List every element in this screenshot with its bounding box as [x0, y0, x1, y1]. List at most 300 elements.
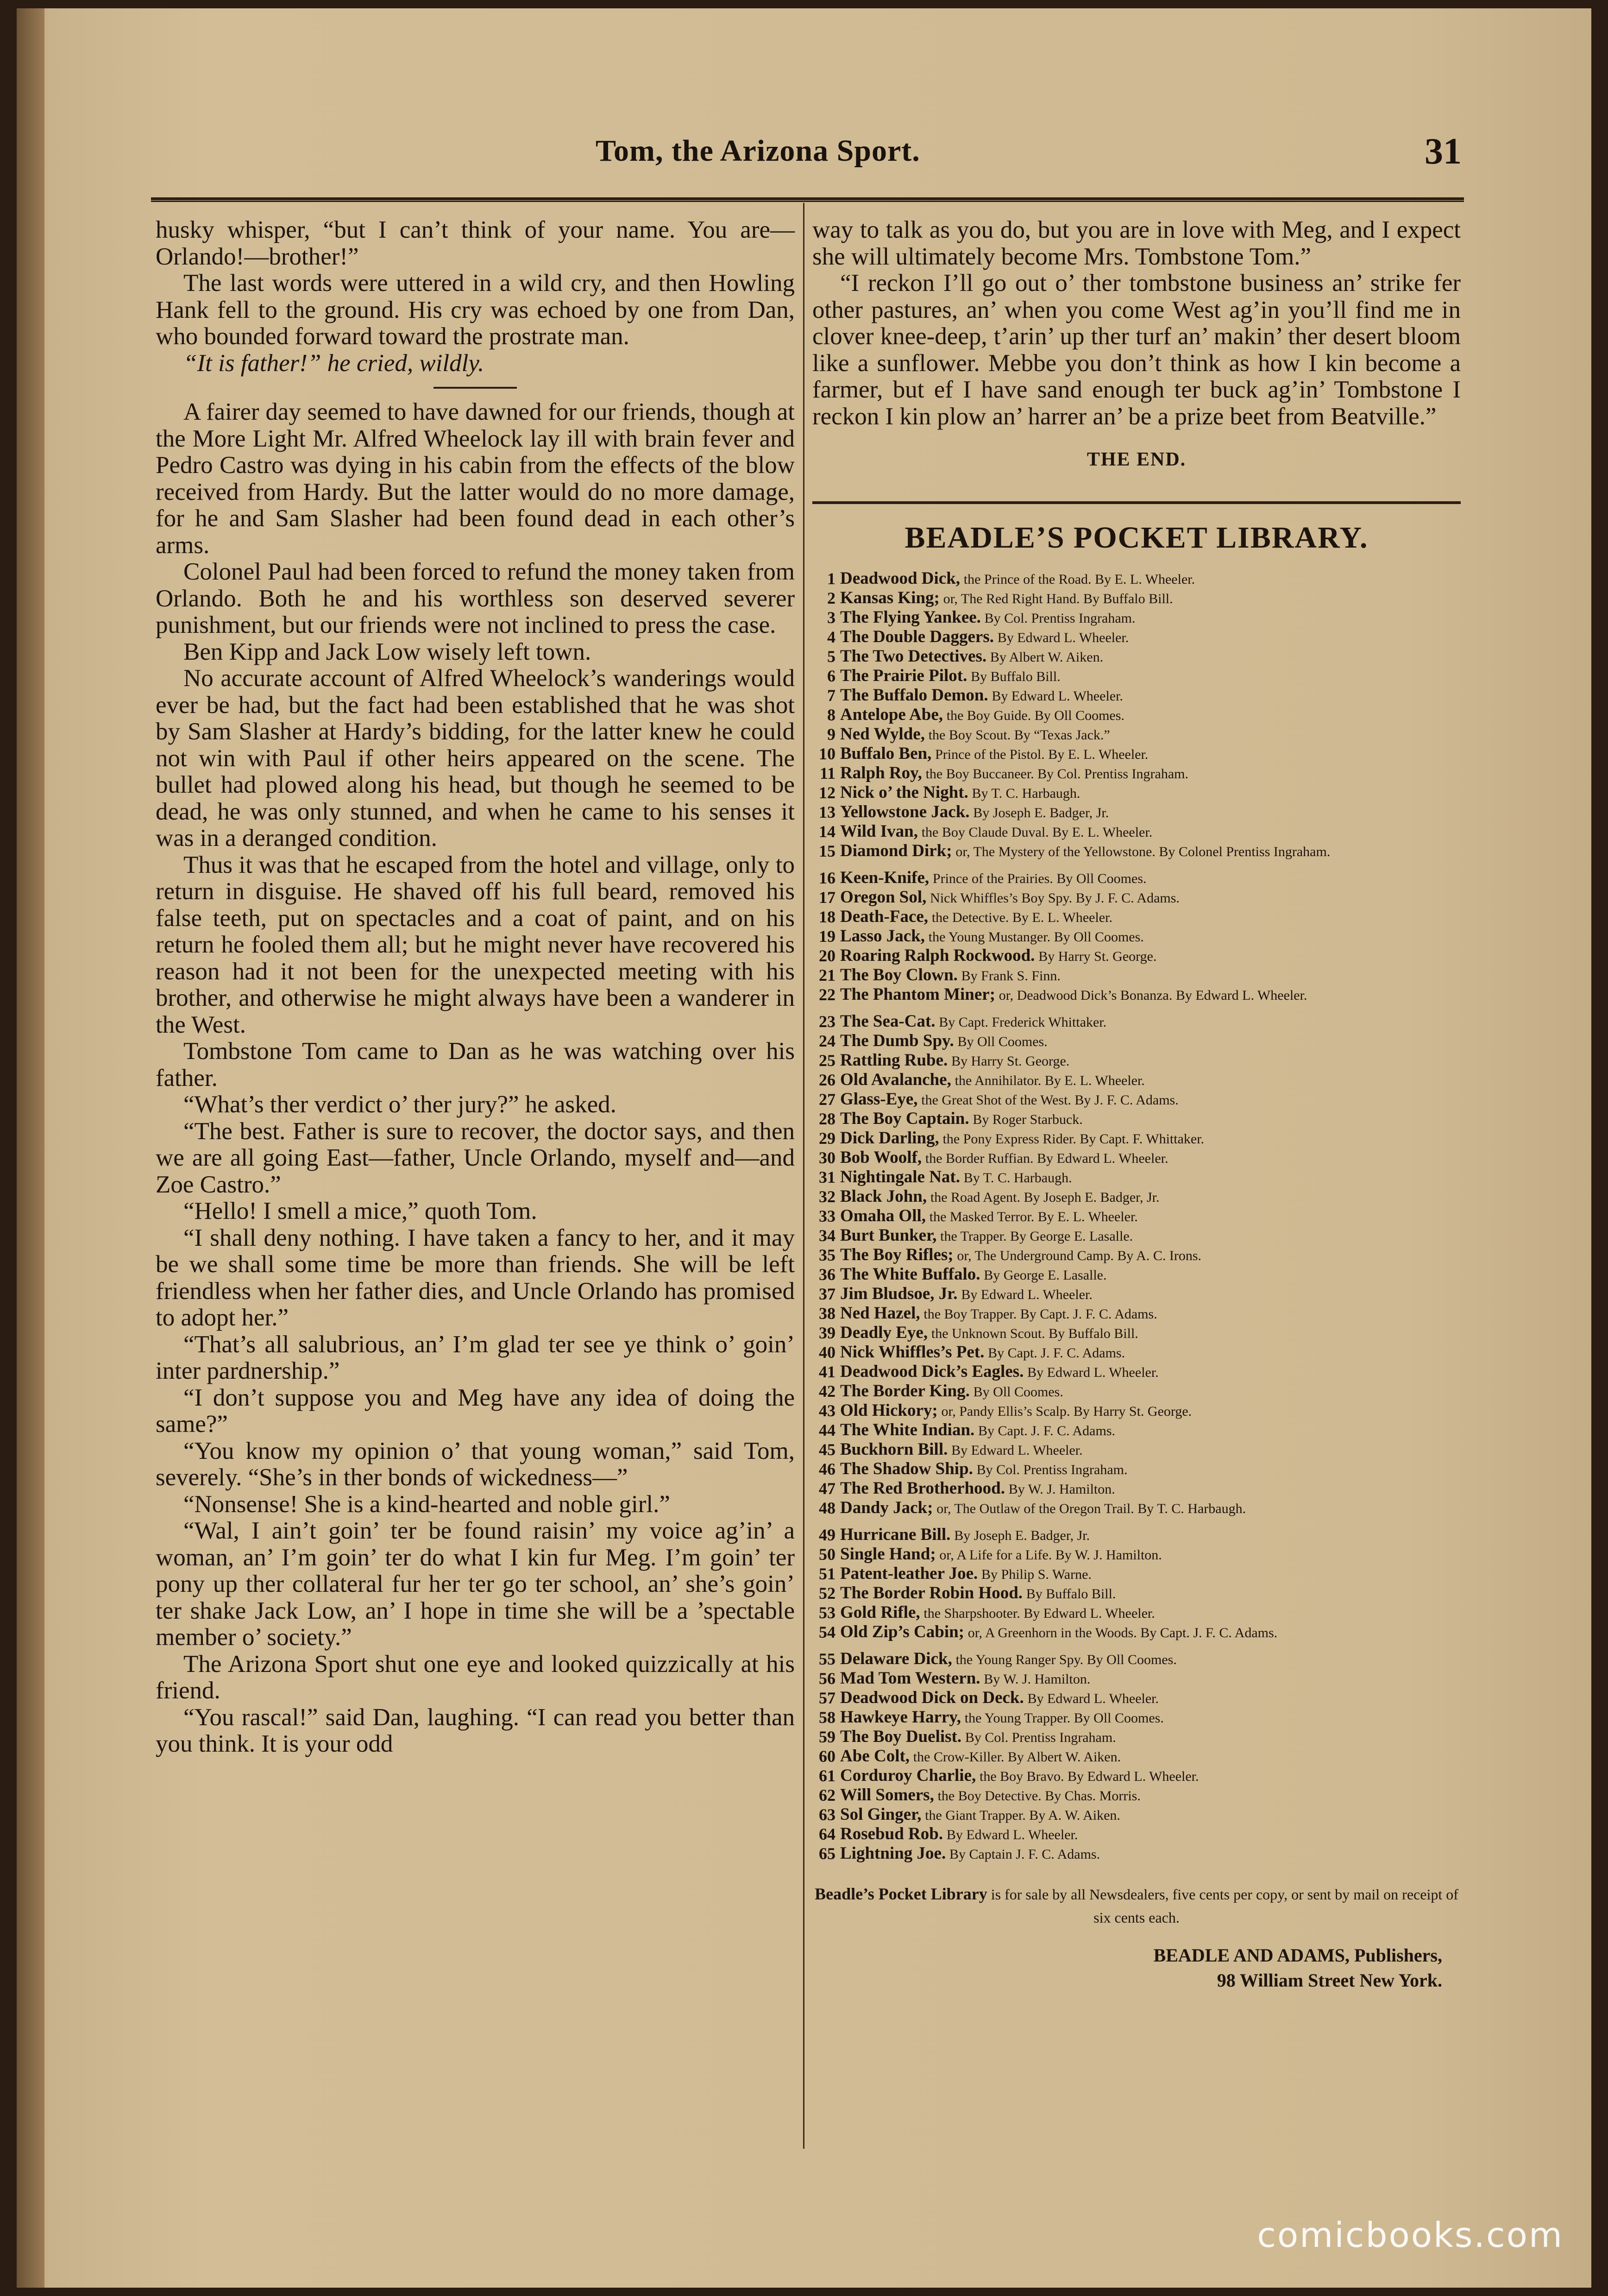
library-item-number: 42 — [819, 1382, 835, 1400]
library-item-title: Burt Bunker, — [840, 1226, 937, 1245]
library-item-title: Omaha Oll, — [840, 1207, 926, 1225]
paragraph: The Arizona Sport shut one eye and looked quizzically at his friend. — [156, 1650, 795, 1704]
library-item-number: 55 — [819, 1650, 835, 1668]
library-item — [812, 985, 1461, 1005]
page-number: 31 — [1425, 131, 1462, 172]
library-item-number: 61 — [819, 1766, 835, 1785]
library-item-title: The Red Brotherhood. — [840, 1479, 1005, 1498]
library-item-author: By Edward L. Wheeler. — [992, 688, 1123, 704]
publisher-address: 98 William Street New York. — [1217, 1970, 1442, 1991]
library-item-number: 54 — [819, 1623, 835, 1641]
library-item-number: 25 — [819, 1051, 835, 1070]
library-item-title: Ned Wylde, — [840, 725, 925, 744]
library-item — [812, 927, 1461, 946]
library-item-title: The Boy Clown. — [840, 966, 958, 984]
paragraph: “Nonsense! She is a kind-hearted and noble girl.” — [183, 1490, 670, 1518]
library-item-title: Hawkeye Harry, — [840, 1708, 961, 1727]
library-item-author: the Boy Bravo. By Edward L. Wheeler. — [980, 1769, 1199, 1784]
library-item — [812, 1623, 1461, 1642]
library-item-author: By Roger Starbuck. — [973, 1112, 1083, 1127]
library-item-number: 58 — [819, 1708, 835, 1727]
library-item-title: The Two Detectives. — [840, 647, 987, 666]
library-item — [812, 1343, 1461, 1362]
library-item-title: Lightning Joe. — [840, 1844, 946, 1863]
library-item — [812, 1479, 1461, 1499]
paragraph: A fairer day seemed to have dawned for our friends, though at the More Light Mr. Alfred Wheelock lay ill with brain fever and Pedro Castro was dying in his cabin from the effects of the blow received from Hardy. But the latter would do no more damage, for he and Sam Slasher had been found dead in each other’s arms. — [156, 398, 795, 559]
library-item — [812, 822, 1461, 842]
library-item — [812, 946, 1461, 966]
library-item-number: 9 — [827, 725, 835, 744]
library-item — [812, 1148, 1461, 1168]
library-item-number: 65 — [819, 1844, 835, 1863]
paragraph: “The best. Father is sure to recover, the doctor says, and then we are all going East—father, Uncle Orlando, myself and—and Zoe Castro.” — [156, 1117, 795, 1198]
library-item-author: the Trapper. By George E. Lasalle. — [940, 1229, 1133, 1244]
paragraph: “It is father!” he cried, wildly. — [183, 349, 484, 377]
library-item-number: 47 — [819, 1479, 835, 1498]
library-footer-name: Beadle’s Pocket Library — [815, 1885, 987, 1903]
library-item — [812, 966, 1461, 985]
library-item-author: By Harry St. George. — [1038, 949, 1157, 964]
library-item-number: 30 — [819, 1148, 835, 1167]
library-item-number: 6 — [827, 667, 835, 685]
library-item-title: Dick Darling, — [840, 1129, 939, 1148]
library-item-title: Gold Rifle, — [840, 1603, 920, 1622]
library-item-number: 13 — [819, 803, 835, 821]
library-title: BEADLE’S POCKET LIBRARY. — [904, 520, 1369, 555]
page-binding — [17, 8, 44, 2288]
library-item-number: 34 — [819, 1226, 835, 1245]
library-item-title: Old Hickory; — [840, 1401, 938, 1420]
library-item — [812, 1090, 1461, 1110]
library-item-author: the Boy Guide. By Oll Coomes. — [946, 708, 1124, 723]
paragraph: “You rascal!” said Dan, laughing. “I can read you better than you think. It is your odd — [156, 1703, 795, 1757]
library-item-title: Nick o’ the Night. — [840, 783, 968, 802]
library-item-title: Ned Hazel, — [840, 1304, 920, 1323]
library-item-author: By Albert W. Aiken. — [990, 650, 1104, 665]
library-item-title: Old Zip’s Cabin; — [840, 1623, 964, 1641]
library-item-number: 46 — [819, 1460, 835, 1478]
library-item-title: Buckhorn Bill. — [840, 1440, 948, 1459]
paragraph: Tombstone Tom came to Dan as he was watching over his father. — [156, 1038, 795, 1091]
library-item-number: 5 — [827, 647, 835, 666]
paragraph: The last words were uttered in a wild cry, and then Howling Hank fell to the ground. His cry was echoed by one from Dan, who bounded forward toward the prostrate man. — [156, 270, 795, 350]
library-item-author: Nick Whiffles’s Boy Spy. By J. F. C. Adams. — [930, 890, 1180, 906]
library-item-author: By Edward L. Wheeler. — [1027, 1365, 1159, 1380]
library-item-title: Rosebud Rob. — [840, 1825, 943, 1843]
watermark: comicbooks.com — [1257, 2215, 1564, 2255]
library-item-number: 23 — [819, 1012, 835, 1031]
library-item — [812, 1526, 1461, 1545]
library-item-title: Single Hand; — [840, 1545, 936, 1564]
library-item-title: Bob Woolf, — [840, 1148, 922, 1167]
paragraph: “I shall deny nothing. I have taken a fancy to her, and it may be we shall some time be more than friends. She will be left friendless when her father dies, and Uncle Orlando has promised to adopt her.” — [156, 1224, 795, 1331]
paragraph: Ben Kipp and Jack Low wisely left town. — [183, 638, 591, 665]
library-item-author: By Captain J. F. C. Adams. — [949, 1847, 1100, 1862]
library-item-title: Death-Face, — [840, 908, 929, 926]
library-item-author: By Col. Prentiss Ingraham. — [984, 611, 1136, 626]
header-rule — [151, 197, 1464, 202]
library-item-author: the Boy Scout. By “Texas Jack.” — [928, 727, 1110, 743]
library-item — [812, 725, 1461, 744]
library-item — [812, 686, 1461, 706]
library-item-number: 18 — [819, 908, 835, 926]
library-item-author: By T. C. Harbaugh. — [972, 786, 1080, 801]
section-rule — [433, 387, 517, 389]
library-item-author: the Detective. By E. L. Wheeler. — [931, 910, 1112, 925]
library-item-number: 38 — [819, 1304, 835, 1323]
library-item-title: Diamond Dirk; — [840, 842, 952, 860]
library-item-title: Roaring Ralph Rockwood. — [840, 946, 1035, 965]
library-item-number: 56 — [819, 1669, 835, 1688]
library-item-number: 45 — [819, 1440, 835, 1459]
library-item-author: the Crow-Killer. By Albert W. Aiken. — [913, 1749, 1121, 1765]
library-item — [812, 888, 1461, 908]
right-column — [812, 217, 1461, 1993]
library-item-title: Rattling Rube. — [840, 1051, 948, 1070]
library-item-title: Hurricane Bill. — [840, 1526, 951, 1544]
library-item-author: the Great Shot of the West. By J. F. C. Adams. — [921, 1092, 1179, 1108]
library-item-author: By George E. Lasalle. — [984, 1268, 1107, 1283]
library-item-author: By Edward L. Wheeler. — [951, 1443, 1083, 1458]
library-item-number: 32 — [819, 1187, 835, 1206]
library-item-title: The Border King. — [840, 1382, 970, 1400]
library-item — [812, 842, 1461, 861]
library-item — [812, 569, 1461, 589]
library-item-title: Deadwood Dick on Deck. — [840, 1689, 1024, 1707]
library-item — [812, 647, 1461, 667]
library-item-title: The Border Robin Hood. — [840, 1584, 1023, 1602]
library-item-number: 48 — [819, 1499, 835, 1517]
library-item-author: By Oll Coomes. — [957, 1034, 1048, 1049]
library-item — [812, 1187, 1461, 1207]
library-item — [812, 1728, 1461, 1747]
library-item-number: 64 — [819, 1825, 835, 1843]
library-item-title: Ralph Roy, — [840, 764, 922, 782]
library-item-title: Jim Bludsoe, Jr. — [840, 1285, 958, 1303]
library-item — [812, 589, 1461, 608]
paragraph: “That’s all salubrious, an’ I’m glad ter see ye think o’ goin’ inter pardnership.” — [156, 1331, 795, 1384]
library-item — [812, 1844, 1461, 1864]
library-item-title: Black John, — [840, 1187, 927, 1206]
library-item — [812, 1766, 1461, 1786]
library-item-number: 41 — [819, 1362, 835, 1381]
library-item-author: the Unknown Scout. By Buffalo Bill. — [931, 1326, 1138, 1341]
paragraph: “Hello! I smell a mice,” quoth Tom. — [183, 1198, 537, 1224]
library-item — [812, 1304, 1461, 1324]
library-item — [812, 783, 1461, 803]
library-item-title: The Sea-Cat. — [840, 1012, 936, 1031]
library-item-author: the Border Ruffian. By Edward L. Wheeler. — [925, 1151, 1168, 1166]
library-item-title: Oregon Sol, — [840, 888, 927, 907]
library-item-author: By T. C. Harbaugh. — [963, 1170, 1072, 1186]
book-page — [17, 8, 1591, 2288]
library-item-author: or, A Life for a Life. By W. J. Hamilton. — [939, 1547, 1162, 1563]
library-item — [812, 803, 1461, 822]
library-item-number: 2 — [827, 589, 835, 607]
library-item — [812, 1285, 1461, 1304]
library-item — [812, 1584, 1461, 1603]
library-item-number: 31 — [819, 1168, 835, 1186]
library-item-title: The Boy Rifles; — [840, 1246, 954, 1264]
library-item-title: The Boy Duelist. — [840, 1728, 962, 1746]
library-item-title: Glass-Eye, — [840, 1090, 918, 1109]
library-item-author: By Joseph E. Badger, Jr. — [973, 805, 1109, 820]
library-item — [812, 1129, 1461, 1148]
library-footer — [812, 1882, 1461, 1929]
library-item — [812, 628, 1461, 647]
library-item — [812, 744, 1461, 764]
library-item — [812, 1265, 1461, 1285]
running-header — [151, 133, 1462, 184]
library-item-author: By Capt. Frederick Whittaker. — [939, 1015, 1107, 1030]
library-item-author: the Prince of the Road. By E. L. Wheeler. — [963, 572, 1195, 587]
library-item-title: Will Somers, — [840, 1786, 934, 1804]
library-footer-text: is for sale by all Newsdealers, five cents per copy, or sent by mail on receipt of six cents each. — [991, 1886, 1458, 1926]
library-item-author: the Young Ranger Spy. By Oll Coomes. — [955, 1652, 1177, 1667]
library-item-author: By Capt. J. F. C. Adams. — [978, 1423, 1116, 1438]
library-item-number: 28 — [819, 1110, 835, 1128]
library-item — [812, 1207, 1461, 1226]
paragraph: husky whisper, “but I can’t think of your name. You are—Orlando!—brother!” — [156, 216, 795, 270]
library-item — [812, 869, 1461, 888]
library-item-title: The Prairie Pilot. — [840, 667, 967, 685]
library-item — [812, 1421, 1461, 1440]
library-item — [812, 1460, 1461, 1479]
library-item — [812, 1071, 1461, 1090]
library-item — [812, 1650, 1461, 1669]
library-item-author: the Sharpshooter. By Edward L. Wheeler. — [923, 1606, 1155, 1621]
library-item — [812, 1440, 1461, 1460]
library-item-title: Sol Ginger, — [840, 1805, 922, 1824]
library-item-title: The Shadow Ship. — [840, 1460, 973, 1478]
library-item-title: Delaware Dick, — [840, 1650, 952, 1668]
library-item-number: 27 — [819, 1090, 835, 1109]
library-item — [812, 1564, 1461, 1584]
library-item-author: By Joseph E. Badger, Jr. — [954, 1528, 1090, 1543]
library-item-number: 29 — [819, 1129, 835, 1148]
library-item-author: By W. J. Hamilton. — [1008, 1482, 1115, 1497]
library-item-number: 10 — [819, 744, 835, 763]
library-item-number: 21 — [819, 966, 835, 984]
library-item-number: 35 — [819, 1246, 835, 1264]
library-item — [812, 1805, 1461, 1825]
library-item-title: Kansas King; — [840, 589, 940, 607]
library-item — [812, 1689, 1461, 1708]
library-item-title: The Flying Yankee. — [840, 608, 981, 627]
library-item-author: the Young Trapper. By Oll Coomes. — [964, 1710, 1164, 1726]
library-item-number: 12 — [819, 783, 835, 802]
library-item-author: By Edward L. Wheeler. — [997, 630, 1129, 645]
paragraph: No accurate account of Alfred Wheelock’s wanderings would ever be had, but the fact had been established that he was shot by Sam Slasher at Hardy’s bidding, for the latter knew he could not win with Paul if other heirs appeared on the scene. The bullet had plowed along his head, but though he seemed to be dead, he was only stunned, and when he came to his senses it was in a deranged condition. — [156, 665, 795, 852]
library-item-number: 8 — [827, 706, 835, 724]
library-item-title: Wild Ivan, — [840, 822, 918, 841]
library-item-title: The Buffalo Demon. — [840, 686, 988, 705]
library-item-author: or, Deadwood Dick’s Bonanza. By Edward L. Wheeler. — [999, 988, 1307, 1003]
library-item — [812, 667, 1461, 686]
library-item-number: 26 — [819, 1071, 835, 1089]
library-item-number: 43 — [819, 1401, 835, 1420]
library-item-author: or, A Greenhorn in the Woods. By Capt. J. F. C. Adams. — [967, 1625, 1278, 1640]
library-item-number: 7 — [827, 686, 835, 705]
library-item-title: The Boy Captain. — [840, 1110, 969, 1128]
library-item-title: Antelope Abe, — [840, 706, 943, 724]
library-item-author: or, Pandy Ellis’s Scalp. By Harry St. George. — [941, 1404, 1192, 1419]
library-item-author: By Harry St. George. — [951, 1053, 1070, 1069]
library-item — [812, 1669, 1461, 1689]
library-item-author: the Boy Claude Duval. By E. L. Wheeler. — [921, 825, 1153, 840]
library-item-author: the Boy Buccaneer. By Col. Prentiss Ingraham. — [925, 766, 1188, 782]
library-item-title: Yellowstone Jack. — [840, 803, 970, 821]
library-item — [812, 1051, 1461, 1071]
library-item-title: Abe Colt, — [840, 1747, 910, 1766]
column-divider — [803, 203, 804, 2149]
library-item — [812, 1032, 1461, 1051]
library-item — [812, 908, 1461, 927]
library-item-author: By Col. Prentiss Ingraham. — [965, 1730, 1116, 1745]
library-item-author: the Boy Trapper. By Capt. J. F. C. Adams. — [923, 1306, 1157, 1322]
the-end: THE END. — [1087, 449, 1187, 470]
library-item-number: 16 — [819, 869, 835, 887]
library-item-number: 39 — [819, 1324, 835, 1342]
library-item-author: Prince of the Prairies. By Oll Coomes. — [932, 871, 1147, 886]
library-item-title: The White Buffalo. — [840, 1265, 980, 1284]
library-item-author: or, The Outlaw of the Oregon Trail. By T. C. Harbaugh. — [936, 1501, 1246, 1516]
library-item-number: 63 — [819, 1805, 835, 1824]
library-item-title: Buffalo Ben, — [840, 744, 932, 763]
library-item-number: 50 — [819, 1545, 835, 1564]
library-item-author: By Edward L. Wheeler. — [946, 1827, 1078, 1842]
library-item-author: By W. J. Hamilton. — [984, 1672, 1091, 1687]
paragraph: “Wal, I ain’t goin’ ter be found raisin’ my voice ag’in’ a woman, an’ I’m goin’ ter do what I kin fur Meg. I’m goin’ ter pony up ther collateral fur her ter go ter school, an’ she’s goin’ ter shake Jack Low, an’ I hope in time she will be a ’spectable member o’ society.” — [156, 1517, 795, 1651]
library-list — [812, 569, 1461, 1864]
library-item-number: 36 — [819, 1265, 835, 1284]
library-item — [812, 1747, 1461, 1766]
library-item-number: 22 — [819, 985, 835, 1004]
library-item-author: By Frank S. Finn. — [961, 968, 1061, 984]
library-item — [812, 706, 1461, 725]
publisher-block — [812, 1943, 1461, 1993]
library-item-author: the Young Mustanger. By Oll Coomes. — [928, 929, 1144, 945]
library-item-author: By Buffalo Bill. — [971, 669, 1061, 684]
library-item — [812, 1825, 1461, 1844]
library-item — [812, 1499, 1461, 1518]
library-item-title: Nick Whiffles’s Pet. — [840, 1343, 985, 1362]
library-item-author: By Edward L. Wheeler. — [1027, 1691, 1159, 1706]
library-item-title: Patent-leather Joe. — [840, 1564, 978, 1583]
library-item-number: 57 — [819, 1689, 835, 1707]
library-item-number: 37 — [819, 1285, 835, 1303]
library-item-number: 51 — [819, 1564, 835, 1583]
paragraph: Thus it was that he escaped from the hotel and village, only to return in disguise. He shaved off his full beard, removed his false teeth, put on spectacles and a coat of paint, and on his return he fooled them all; but he might never have recovered his reason had it not been for the unexpected meeting with his brother, and otherwise he might always have been a wanderer in the West. — [156, 851, 795, 1038]
paragraph: “You know my opinion o’ that young woman,” said Tom, severely. “She’s in ther bonds of wickedness—” — [156, 1437, 795, 1491]
library-item — [812, 1362, 1461, 1382]
library-item-title: The Dumb Spy. — [840, 1032, 954, 1050]
running-title: Tom, the Arizona Sport. — [596, 134, 920, 168]
library-item-title: Old Avalanche, — [840, 1071, 951, 1089]
library-item-author: the Annihilator. By E. L. Wheeler. — [955, 1073, 1145, 1088]
library-item-author: or, The Mystery of the Yellowstone. By Colonel Prentiss Ingraham. — [955, 844, 1331, 859]
library-item — [812, 1603, 1461, 1623]
library-item-number: 59 — [819, 1728, 835, 1746]
library-item — [812, 1786, 1461, 1805]
library-item-author: By Edward L. Wheeler. — [961, 1287, 1093, 1302]
library-item-number: 62 — [819, 1786, 835, 1804]
library-item-number: 24 — [819, 1032, 835, 1050]
library-item-title: Deadwood Dick, — [840, 569, 961, 588]
library-item-title: Mad Tom Western. — [840, 1669, 980, 1688]
library-item — [812, 1012, 1461, 1032]
library-item-title: Nightingale Nat. — [840, 1168, 960, 1186]
library-item-number: 49 — [819, 1526, 835, 1544]
library-item-number: 52 — [819, 1584, 835, 1602]
library-item-author: the Boy Detective. By Chas. Morris. — [937, 1788, 1141, 1804]
library-item-number: 1 — [827, 569, 835, 588]
library-item-author: By Col. Prentiss Ingraham. — [976, 1462, 1128, 1477]
library-item — [812, 1110, 1461, 1129]
library-item-number: 17 — [819, 888, 835, 907]
library-item — [812, 1324, 1461, 1343]
library-item — [812, 1382, 1461, 1401]
library-item — [812, 1708, 1461, 1728]
library-item-author: By Philip S. Warne. — [981, 1567, 1092, 1582]
library-item-author: or, The Red Right Hand. By Buffalo Bill. — [943, 591, 1173, 606]
library-item-author: the Giant Trapper. By A. W. Aiken. — [925, 1808, 1120, 1823]
library-item — [812, 1246, 1461, 1265]
library-item-author: By Oll Coomes. — [973, 1384, 1063, 1400]
library-item-author: Prince of the Pistol. By E. L. Wheeler. — [935, 747, 1149, 762]
library-item-number: 11 — [819, 764, 835, 782]
library-item-author: or, The Underground Camp. By A. C. Irons. — [957, 1248, 1202, 1263]
library-item-number: 44 — [819, 1421, 835, 1439]
library-item-number: 20 — [819, 946, 835, 965]
library-item-title: Deadly Eye, — [840, 1324, 928, 1342]
library-item — [812, 764, 1461, 783]
library-item-number: 33 — [819, 1207, 835, 1225]
library-item-author: the Road Agent. By Joseph E. Badger, Jr. — [930, 1190, 1160, 1205]
library-item-author: the Pony Express Rider. By Capt. F. Whittaker. — [942, 1131, 1205, 1147]
library-item-number: 60 — [819, 1747, 835, 1766]
library-item — [812, 1401, 1461, 1421]
library-item-number: 53 — [819, 1603, 835, 1622]
library-item-number: 19 — [819, 927, 835, 946]
library-item-author: the Masked Terror. By E. L. Wheeler. — [929, 1209, 1138, 1224]
library-item-author: By Buffalo Bill. — [1026, 1586, 1116, 1602]
library-item — [812, 1168, 1461, 1187]
library-item-number: 40 — [819, 1343, 835, 1362]
library-item-number: 3 — [827, 608, 835, 627]
library-item — [812, 1226, 1461, 1246]
library-item-number: 15 — [819, 842, 835, 860]
library-item-title: Dandy Jack; — [840, 1499, 933, 1517]
paragraph: “I don’t suppose you and Meg have any idea of doing the same?” — [156, 1384, 795, 1438]
library-item-title: Corduroy Charlie, — [840, 1766, 976, 1785]
left-column — [156, 217, 795, 1758]
library-item-title: The White Indian. — [840, 1421, 975, 1439]
library-item — [812, 1545, 1461, 1564]
library-item-author: By Capt. J. F. C. Adams. — [988, 1345, 1125, 1361]
library-item-number: 4 — [827, 628, 835, 646]
paragraph: “I reckon I’ll go out o’ ther tombstone business an’ strike fer other pastures, an’ when you come West ag’in you’ll find me in clover knee-deep, t’arin’ up ther turf an’ makin’ ther desert bloom like a sunflower. Mebbe you don’t think as how I kin become a farmer, but ef I have sand enough ter buck ag’in’ Tombstone I reckon I kin plow an’ harrer an’ be a prize beet from Beatville.” — [812, 270, 1461, 430]
library-item-title: Keen-Knife, — [840, 869, 930, 887]
paragraph: Colonel Paul had been forced to refund the money taken from Orlando. Both he and his worthless son deserved severer punishment, but our friends were not inclined to press the case. — [156, 558, 795, 638]
library-rule — [812, 501, 1461, 504]
paragraph: “What’s ther verdict o’ ther jury?” he asked. — [183, 1091, 616, 1118]
library-item — [812, 608, 1461, 628]
paragraph: way to talk as you do, but you are in love with Meg, and I expect she will ultimately become Mrs. Tombstone Tom.” — [812, 216, 1461, 270]
library-item-number: 14 — [819, 822, 835, 841]
library-item-title: Deadwood Dick’s Eagles. — [840, 1362, 1024, 1381]
library-item-title: Lasso Jack, — [840, 927, 925, 946]
